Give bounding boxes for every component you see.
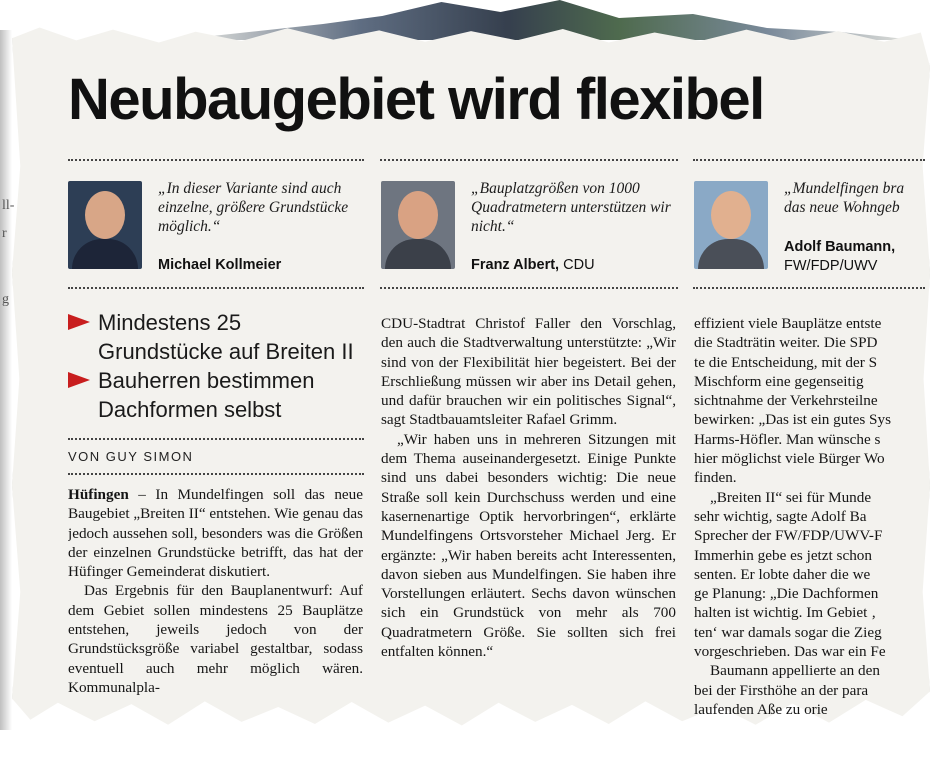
column-line: sichtnahme der Verkehrsteilne [694, 392, 878, 410]
column-line: bewirken: „Das ist ein gutes Sys [694, 411, 891, 429]
column-line: Sprecher der FW/FDP/UWV-F [694, 527, 883, 545]
portrait-face [398, 191, 438, 239]
column-line: senten. Er lobte daher die we [694, 565, 871, 583]
column-line: vorgeschrieben. Das war ein Fe [694, 643, 886, 661]
quote-text: „In dieser Variante sind auch einzelne, größere Grundstücke möglich.“ [158, 180, 349, 235]
paragraph: Das Ergebnis für den Bauplanentwurf: Auf dem Gebiet sollen mindestens 25 Bauplätze entstehen, jeweils jedoch von der Grundstücksgröße variabel gestaltbar, sodass eventuell auch mehr möglich wären. Kommunalpla- [68, 582, 363, 696]
divider [68, 473, 364, 475]
quote-name [158, 257, 281, 273]
column-line: ten‘ war damals sogar die Zieg [694, 623, 882, 641]
quote-person: Michael Kollmeier [158, 257, 282, 273]
column-line: die Stadträtin weiter. Die SPD [694, 334, 878, 352]
red-arrow-icon [68, 314, 90, 330]
quote-person: Adolf Baumann, [784, 239, 896, 255]
quote-name [784, 238, 895, 276]
column-line: bei der Firsthöhe an der para [694, 681, 869, 699]
column-line: ge Planung: „Die Dachformen [694, 585, 879, 603]
quote-party: CDU [563, 257, 595, 273]
divider [68, 287, 364, 289]
bullet-text: Bauherren bestimmen Dachformen selbst [98, 368, 315, 422]
bullet-text: Mindestens 25 Grundstücke auf Breiten II [98, 310, 354, 364]
column-line: „Breiten II“ sei für Munde [710, 488, 872, 506]
paragraph: CDU-Stadtrat Christof Faller den Vorschlag, den auch die Stadtverwaltung unterstützte: „Wir sind von der Flexibilität hier begeistert. Bei der Erschließung müssen wir aber ins Detail gehen, und dafür brauchen wir ein politisches Signal“, sagt Stadtbauamtsleiter Rafael Grimm. [381, 315, 676, 429]
column-line: Baumann appellierte an den [710, 662, 880, 680]
column-line: sehr wichtig, sagte Adolf Ba [694, 507, 867, 525]
bullet-item [68, 366, 368, 424]
summary-bullets [68, 308, 368, 424]
bullet-item [68, 308, 368, 366]
portrait-photo [381, 181, 455, 269]
divider [68, 438, 364, 440]
portrait-body [698, 239, 764, 269]
page-edge-shadow [0, 30, 15, 730]
column-line: hier möglichst viele Bürger Wo [694, 450, 885, 468]
quote-text: „Bauplatzgrößen von 1000 Quadratmetern unterstützen wir nicht.“ [471, 180, 671, 235]
red-arrow-icon [68, 372, 90, 388]
quote-name [471, 257, 595, 273]
portrait-body [385, 239, 451, 269]
divider [380, 287, 678, 289]
article-column-1 [68, 485, 363, 735]
article-column-3 [694, 314, 926, 714]
byline: VON GUY SIMON [68, 449, 194, 464]
column-line: te die Entscheidung, mit der S [694, 353, 878, 371]
portrait-body [72, 239, 138, 269]
column-line: effizient viele Bauplätze entste [694, 315, 882, 332]
column-line: laufenden Aße zu orie [694, 700, 828, 714]
side-fragment: g [2, 292, 9, 307]
quote-person: Franz Albert, [471, 257, 560, 273]
quote-party: FW/FDP/UWV [784, 258, 878, 274]
dateline: Hüfingen [68, 486, 129, 503]
paragraph: „Wir haben uns in mehreren Sitzungen mit dem Thema auseinandergesetzt. Einige Punkte sind uns dabei besonders wichtig: Die neue Straße soll kein Durchschuss werden und eine kasernenartige Optik hervorbringen“, erklärte Mundelfingens Ortsvorsteher Michael Jerg. Er ergänzte: „Wir haben bereits acht Interessenten, davon sieben aus Mundelfingen. Sie haben ihre Vorstellungen erläutert. Sechs davon wünschen sich ein Grundstück von mehr als 700 Quadratmetern Größe. Sie sollten sich frei entfalten können.“ [381, 430, 676, 661]
divider [693, 159, 925, 161]
portrait-face [85, 191, 125, 239]
column-line: Immerhin gebe es jetzt schon [694, 546, 872, 564]
column-line: finden. [694, 469, 737, 487]
side-fragment: r [2, 226, 7, 241]
headline: Neubaugebiet wird flexibel [68, 67, 764, 132]
portrait-photo [694, 181, 768, 269]
column-line: Mischform eine gegenseitig [694, 372, 864, 390]
portrait-face [711, 191, 751, 239]
quote-text: „Mundelfingen bra das neue Wohngeb [784, 180, 905, 216]
paragraph [68, 485, 363, 581]
side-fragment: ll- [2, 198, 15, 213]
portrait-photo [68, 181, 142, 269]
article-column-2 [381, 314, 676, 736]
divider [380, 159, 678, 161]
divider [693, 287, 925, 289]
column-line: halten ist wichtig. Im Gebiet ‚ [694, 604, 877, 622]
divider [68, 159, 364, 161]
paragraph-text: – In Mundelfingen soll das neue Baugebiet „Breiten II“ entstehen. Wie genau das jedoch aussehen soll, besonders was die Größen der einzelnen Grundstücke betrifft, das hat der Hüfinger Gemeinderat diskutiert. [68, 486, 363, 581]
column-line: Harms-Höfler. Man wünsche s [694, 430, 881, 448]
